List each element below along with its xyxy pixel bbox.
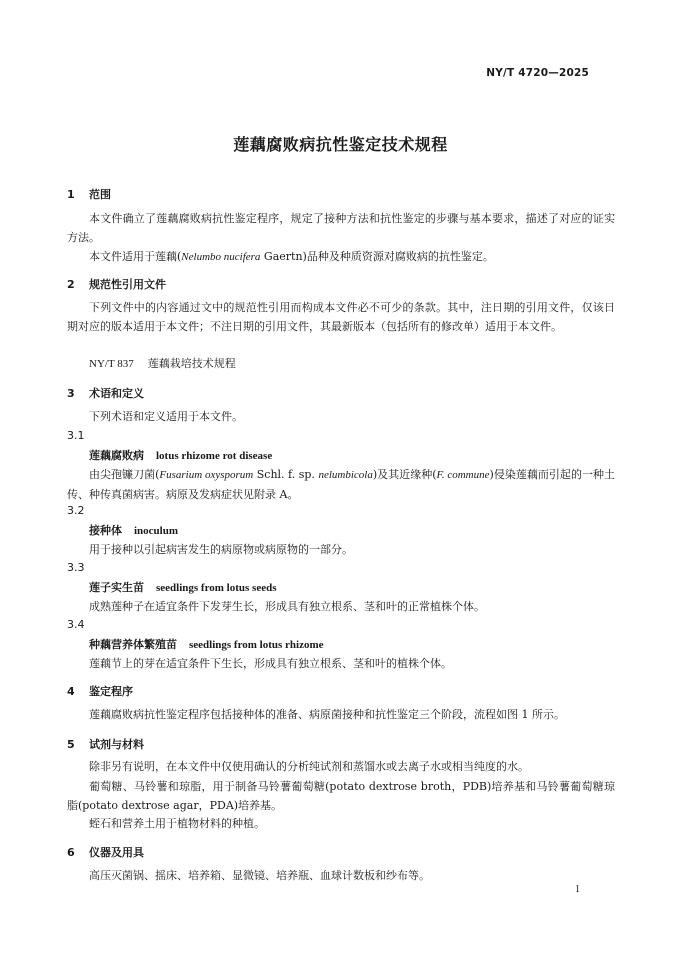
term-number: 3.1 xyxy=(67,429,85,442)
normative-reference xyxy=(89,355,236,371)
page-title: 莲藕腐败病抗性鉴定技术规程 xyxy=(233,135,448,154)
term-number: 3.2 xyxy=(67,504,85,517)
document-number: NY/T 4720—2025 xyxy=(486,67,589,79)
section-6-paragraph-1: 高压灭菌锅、摇床、培养箱、显微镜、培养瓶、血球计数板和纱布等。 xyxy=(89,869,430,882)
term-heading: 莲子实生苗 seedlings from lotus seeds xyxy=(89,581,277,594)
section-5-paragraph-3: 蛭石和营养土用于植物材料的种植。 xyxy=(89,817,265,830)
latin-name: Nelumbo nucifera xyxy=(181,251,261,263)
term-definition: 成熟莲种子在适宜条件下发芽生长，形成具有独立根系、茎和叶的正常植株个体。 xyxy=(89,600,485,613)
term-definition: 用于接种以引起病害发生的病原物或病原物的一部分。 xyxy=(89,543,353,556)
section-6-heading xyxy=(67,844,144,860)
page-number: 1 xyxy=(575,884,580,895)
section-5-heading xyxy=(67,736,144,752)
section-5-paragraph-2: 葡萄糖、马铃薯和琼脂，用于制备马铃薯葡萄糖(potato dextrose broth，PDB)培养基和马铃薯葡萄糖琼脂(potato dextrose agar，PDA)培养基。 xyxy=(67,780,615,812)
section-4-heading xyxy=(67,683,133,699)
section-3-intro: 下列术语和定义适用于本文件。 xyxy=(89,410,243,423)
section-title: 鉴定程序 xyxy=(89,685,133,698)
section-1-paragraph-2: 本文件适用于莲藕(Nelumbo nucifera Gaertn)品种及种质资源对腐败病的抗性鉴定。 xyxy=(89,250,494,263)
term-definition: 莲藕节上的芽在适宜条件下生长，形成具有独立根系、茎和叶的植株个体。 xyxy=(89,657,452,670)
section-number: 4 xyxy=(67,685,75,698)
section-3-heading xyxy=(67,385,144,401)
section-1-heading xyxy=(67,186,111,202)
section-title: 范围 xyxy=(89,188,111,201)
section-2-heading xyxy=(67,276,166,292)
section-number: 1 xyxy=(67,188,75,201)
section-1-paragraph-1: 本文件确立了莲藕腐败病抗性鉴定程序，规定了接种方法和抗性鉴定的步骤与基本要求，描述了对应的证实方法。 xyxy=(67,212,615,244)
section-number: 3 xyxy=(67,387,75,400)
term-heading: 接种体 inoculum xyxy=(89,524,179,537)
term-heading: 莲藕腐败病 lotus rhizome rot disease xyxy=(89,449,273,462)
section-title: 规范性引用文件 xyxy=(89,278,166,291)
section-title: 试剂与材料 xyxy=(89,738,144,751)
term-definition: 由尖孢镰刀菌(Fusarium oxysporum Schl. f. sp. nelumbicola)及其近缘种(F. commune)侵染莲藕而引起的一种土传、种传真菌病害。病原及发病症状见附录 A。 xyxy=(67,468,615,501)
section-5-paragraph-1: 除非另有说明，在本文件中仅使用确认的分析纯试剂和蒸馏水或去离子水或相当纯度的水。 xyxy=(89,760,529,773)
section-4-paragraph-1: 莲藕腐败病抗性鉴定程序包括接种体的准备、病原菌接种和抗性鉴定三个阶段，流程如图 1 所示。 xyxy=(89,708,565,721)
term-number: 3.4 xyxy=(67,618,85,631)
section-title: 术语和定义 xyxy=(89,387,144,400)
reference-code: NY/T 837 xyxy=(89,358,134,370)
section-number: 5 xyxy=(67,738,75,751)
term-heading: 种藕营养体繁殖苗 seedlings from lotus rhizome xyxy=(89,638,324,651)
section-2-paragraph-1: 下列文件中的内容通过文中的规范性引用而构成本文件必不可少的条款。其中，注日期的引用文件，仅该日期对应的版本适用于本文件；不注日期的引用文件，其最新版本（包括所有的修改单）适用于本文件。 xyxy=(67,301,615,333)
section-number: 2 xyxy=(67,278,75,291)
reference-title: 莲藕栽培技术规程 xyxy=(147,357,236,370)
term-number: 3.3 xyxy=(67,561,85,574)
section-number: 6 xyxy=(67,846,75,859)
section-title: 仪器及用具 xyxy=(89,846,144,859)
